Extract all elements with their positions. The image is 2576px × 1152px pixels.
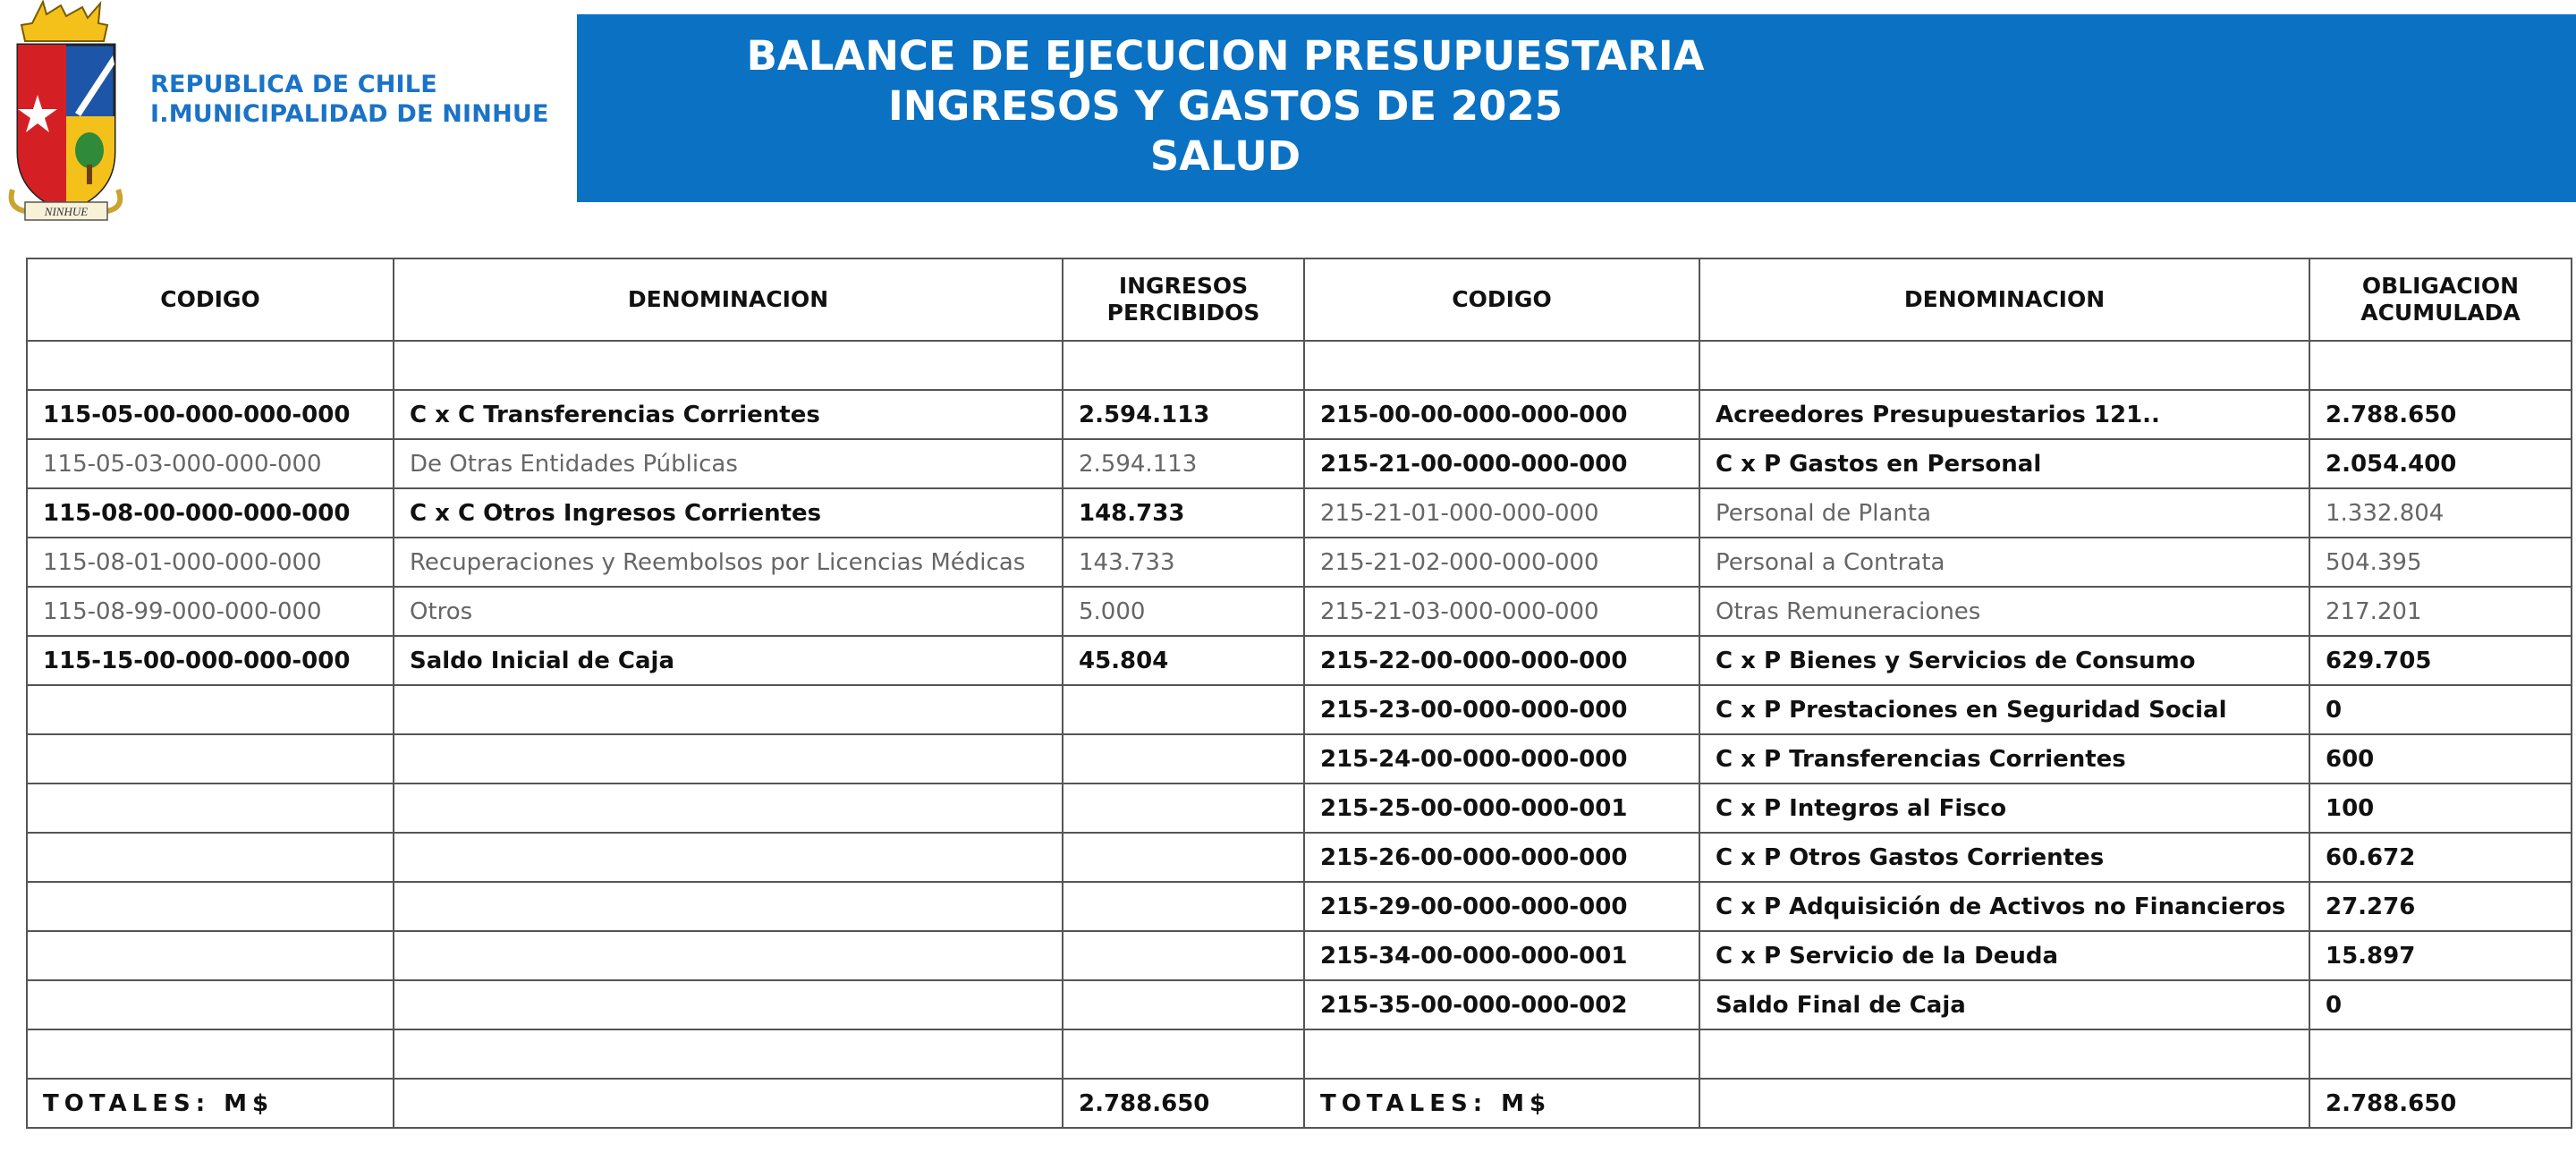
- expense-denomination-cell: [1699, 341, 2309, 390]
- title-line-1: BALANCE DE EJECUCION PRESUPUESTARIA: [746, 32, 1705, 80]
- totals-row: [27, 1079, 2572, 1128]
- income-code-cell: [27, 784, 394, 833]
- expense-totals-label: TOTALES: M$: [1304, 1079, 1699, 1128]
- income-denomination-cell: [394, 685, 1063, 734]
- income-value-cell: [1063, 685, 1304, 734]
- table-row: [27, 980, 2572, 1029]
- expense-denomination-cell: C x P Integros al Fisco: [1699, 784, 2309, 833]
- expense-denomination-cell: Personal a Contrata: [1699, 538, 2309, 587]
- income-denomination-cell: [394, 784, 1063, 833]
- expense-code-cell: 215-22-00-000-000-000: [1304, 636, 1699, 685]
- income-code-cell: 115-08-00-000-000-000: [27, 488, 394, 538]
- expense-value-cell: 0: [2309, 980, 2572, 1029]
- expense-code-cell: 215-21-01-000-000-000: [1304, 488, 1699, 538]
- expense-denomination-cell: C x P Prestaciones en Seguridad Social: [1699, 685, 2309, 734]
- income-value-cell: 143.733: [1063, 538, 1304, 587]
- table-row: [27, 390, 2572, 439]
- income-value-cell: [1063, 980, 1304, 1029]
- col-header-codigo-gastos: CODIGO: [1304, 258, 1699, 341]
- income-value-cell: 148.733: [1063, 488, 1304, 538]
- expense-denomination-cell: C x P Servicio de la Deuda: [1699, 931, 2309, 980]
- expense-denomination-cell: Otras Remuneraciones: [1699, 587, 2309, 636]
- expense-denomination-cell: C x P Otros Gastos Corrientes: [1699, 833, 2309, 882]
- income-code-cell: 115-08-99-000-000-000: [27, 587, 394, 636]
- expense-code-cell: 215-34-00-000-000-001: [1304, 931, 1699, 980]
- income-totals-value: 2.788.650: [1063, 1079, 1304, 1128]
- expense-value-cell: 600: [2309, 734, 2572, 784]
- income-code-cell: [27, 833, 394, 882]
- expense-value-cell: 504.395: [2309, 538, 2572, 587]
- expense-value-cell: 27.276: [2309, 882, 2572, 931]
- income-denomination-cell: Recuperaciones y Reembolsos por Licencias Médicas: [394, 538, 1063, 587]
- table-row: [27, 685, 2572, 734]
- empty-cell: [394, 1079, 1063, 1128]
- col-header-obligacion-acumulada: OBLIGACION ACUMULADA: [2309, 258, 2572, 341]
- expense-denomination-cell: Saldo Final de Caja: [1699, 980, 2309, 1029]
- expense-code-cell: 215-24-00-000-000-000: [1304, 734, 1699, 784]
- income-denomination-cell: Otros: [394, 587, 1063, 636]
- table-row: [27, 1029, 2572, 1079]
- income-code-cell: 115-15-00-000-000-000: [27, 636, 394, 685]
- income-code-cell: [27, 931, 394, 980]
- expense-value-cell: 60.672: [2309, 833, 2572, 882]
- income-code-cell: [27, 685, 394, 734]
- expense-code-cell: 215-23-00-000-000-000: [1304, 685, 1699, 734]
- income-denomination-cell: De Otras Entidades Públicas: [394, 439, 1063, 488]
- expense-code-cell: 215-25-00-000-000-001: [1304, 784, 1699, 833]
- table-row: [27, 488, 2572, 538]
- income-value-cell: 45.804: [1063, 636, 1304, 685]
- table-row: [27, 341, 2572, 390]
- expense-denomination-cell: C x P Gastos en Personal: [1699, 439, 2309, 488]
- income-value-cell: 5.000: [1063, 587, 1304, 636]
- table-row: [27, 734, 2572, 784]
- expense-code-cell: 215-26-00-000-000-000: [1304, 833, 1699, 882]
- income-code-cell: 115-05-03-000-000-000: [27, 439, 394, 488]
- expense-code-cell: [1304, 341, 1699, 390]
- table-header-row: [27, 258, 2572, 341]
- income-denomination-cell: [394, 980, 1063, 1029]
- expense-code-cell: 215-35-00-000-000-002: [1304, 980, 1699, 1029]
- income-value-cell: [1063, 784, 1304, 833]
- expense-denomination-cell: C x P Adquisición de Activos no Financieros: [1699, 882, 2309, 931]
- table-row: [27, 587, 2572, 636]
- budget-table: [26, 258, 2572, 1129]
- income-value-cell: 2.594.113: [1063, 439, 1304, 488]
- income-denomination-cell: [394, 1029, 1063, 1079]
- expense-code-cell: 215-29-00-000-000-000: [1304, 882, 1699, 931]
- income-totals-label: TOTALES: M$: [27, 1079, 394, 1128]
- expense-totals-value: 2.788.650: [2309, 1079, 2572, 1128]
- expense-code-cell: 215-00-00-000-000-000: [1304, 390, 1699, 439]
- col-header-denominacion-gastos: DENOMINACION: [1699, 258, 2309, 341]
- expense-value-cell: 2.788.650: [2309, 390, 2572, 439]
- income-denomination-cell: [394, 341, 1063, 390]
- expense-value-cell: [2309, 1029, 2572, 1079]
- table-row: [27, 439, 2572, 488]
- table-row: [27, 931, 2572, 980]
- expense-value-cell: 15.897: [2309, 931, 2572, 980]
- expense-denomination-cell: Acreedores Presupuestarios 121..: [1699, 390, 2309, 439]
- table-row: [27, 538, 2572, 587]
- income-code-cell: [27, 980, 394, 1029]
- expense-value-cell: 629.705: [2309, 636, 2572, 685]
- title-line-3: SALUD: [1149, 132, 1301, 180]
- income-value-cell: [1063, 1029, 1304, 1079]
- table-row: [27, 636, 2572, 685]
- expense-denomination-cell: C x P Transferencias Corrientes: [1699, 734, 2309, 784]
- income-code-cell: [27, 882, 394, 931]
- col-header-denominacion-ingresos: DENOMINACION: [394, 258, 1063, 341]
- organization-name: [150, 70, 549, 129]
- income-code-cell: [27, 341, 394, 390]
- expense-code-cell: 215-21-03-000-000-000: [1304, 587, 1699, 636]
- expense-code-cell: 215-21-02-000-000-000: [1304, 538, 1699, 587]
- expense-denomination-cell: Personal de Planta: [1699, 488, 2309, 538]
- expense-value-cell: [2309, 341, 2572, 390]
- table-row: [27, 882, 2572, 931]
- income-value-cell: [1063, 341, 1304, 390]
- income-code-cell: [27, 734, 394, 784]
- expense-value-cell: 217.201: [2309, 587, 2572, 636]
- income-value-cell: [1063, 931, 1304, 980]
- income-code-cell: 115-05-00-000-000-000: [27, 390, 394, 439]
- expense-code-cell: [1304, 1029, 1699, 1079]
- col-header-ingresos-percibidos: INGRESOS PERCIBIDOS: [1063, 258, 1304, 341]
- expense-value-cell: 100: [2309, 784, 2572, 833]
- income-value-cell: 2.594.113: [1063, 390, 1304, 439]
- table-body: [27, 341, 2572, 1079]
- expense-value-cell: 1.332.804: [2309, 488, 2572, 538]
- income-denomination-cell: [394, 931, 1063, 980]
- expense-value-cell: 2.054.400: [2309, 439, 2572, 488]
- income-denomination-cell: C x C Transferencias Corrientes: [394, 390, 1063, 439]
- org-line-1: REPUBLICA DE CHILE: [150, 71, 437, 98]
- income-code-cell: [27, 1029, 394, 1079]
- title-banner: [577, 14, 2576, 202]
- income-denomination-cell: [394, 734, 1063, 784]
- expense-code-cell: 215-21-00-000-000-000: [1304, 439, 1699, 488]
- expense-denomination-cell: C x P Bienes y Servicios de Consumo: [1699, 636, 2309, 685]
- income-denomination-cell: [394, 833, 1063, 882]
- empty-cell: [1699, 1079, 2309, 1128]
- org-line-2: I.MUNICIPALIDAD DE NINHUE: [150, 100, 549, 128]
- income-denomination-cell: C x C Otros Ingresos Corrientes: [394, 488, 1063, 538]
- expense-value-cell: 0: [2309, 685, 2572, 734]
- title-line-2: INGRESOS Y GASTOS DE 2025: [888, 82, 1563, 130]
- col-header-codigo-ingresos: CODIGO: [27, 258, 394, 341]
- table-row: [27, 833, 2572, 882]
- crest-label: NINHUE: [44, 205, 89, 218]
- income-denomination-cell: [394, 882, 1063, 931]
- municipal-crest-logo: [0, 0, 130, 225]
- income-value-cell: [1063, 882, 1304, 931]
- income-denomination-cell: Saldo Inicial de Caja: [394, 636, 1063, 685]
- income-value-cell: [1063, 734, 1304, 784]
- income-value-cell: [1063, 833, 1304, 882]
- table-row: [27, 784, 2572, 833]
- income-code-cell: 115-08-01-000-000-000: [27, 538, 394, 587]
- expense-denomination-cell: [1699, 1029, 2309, 1079]
